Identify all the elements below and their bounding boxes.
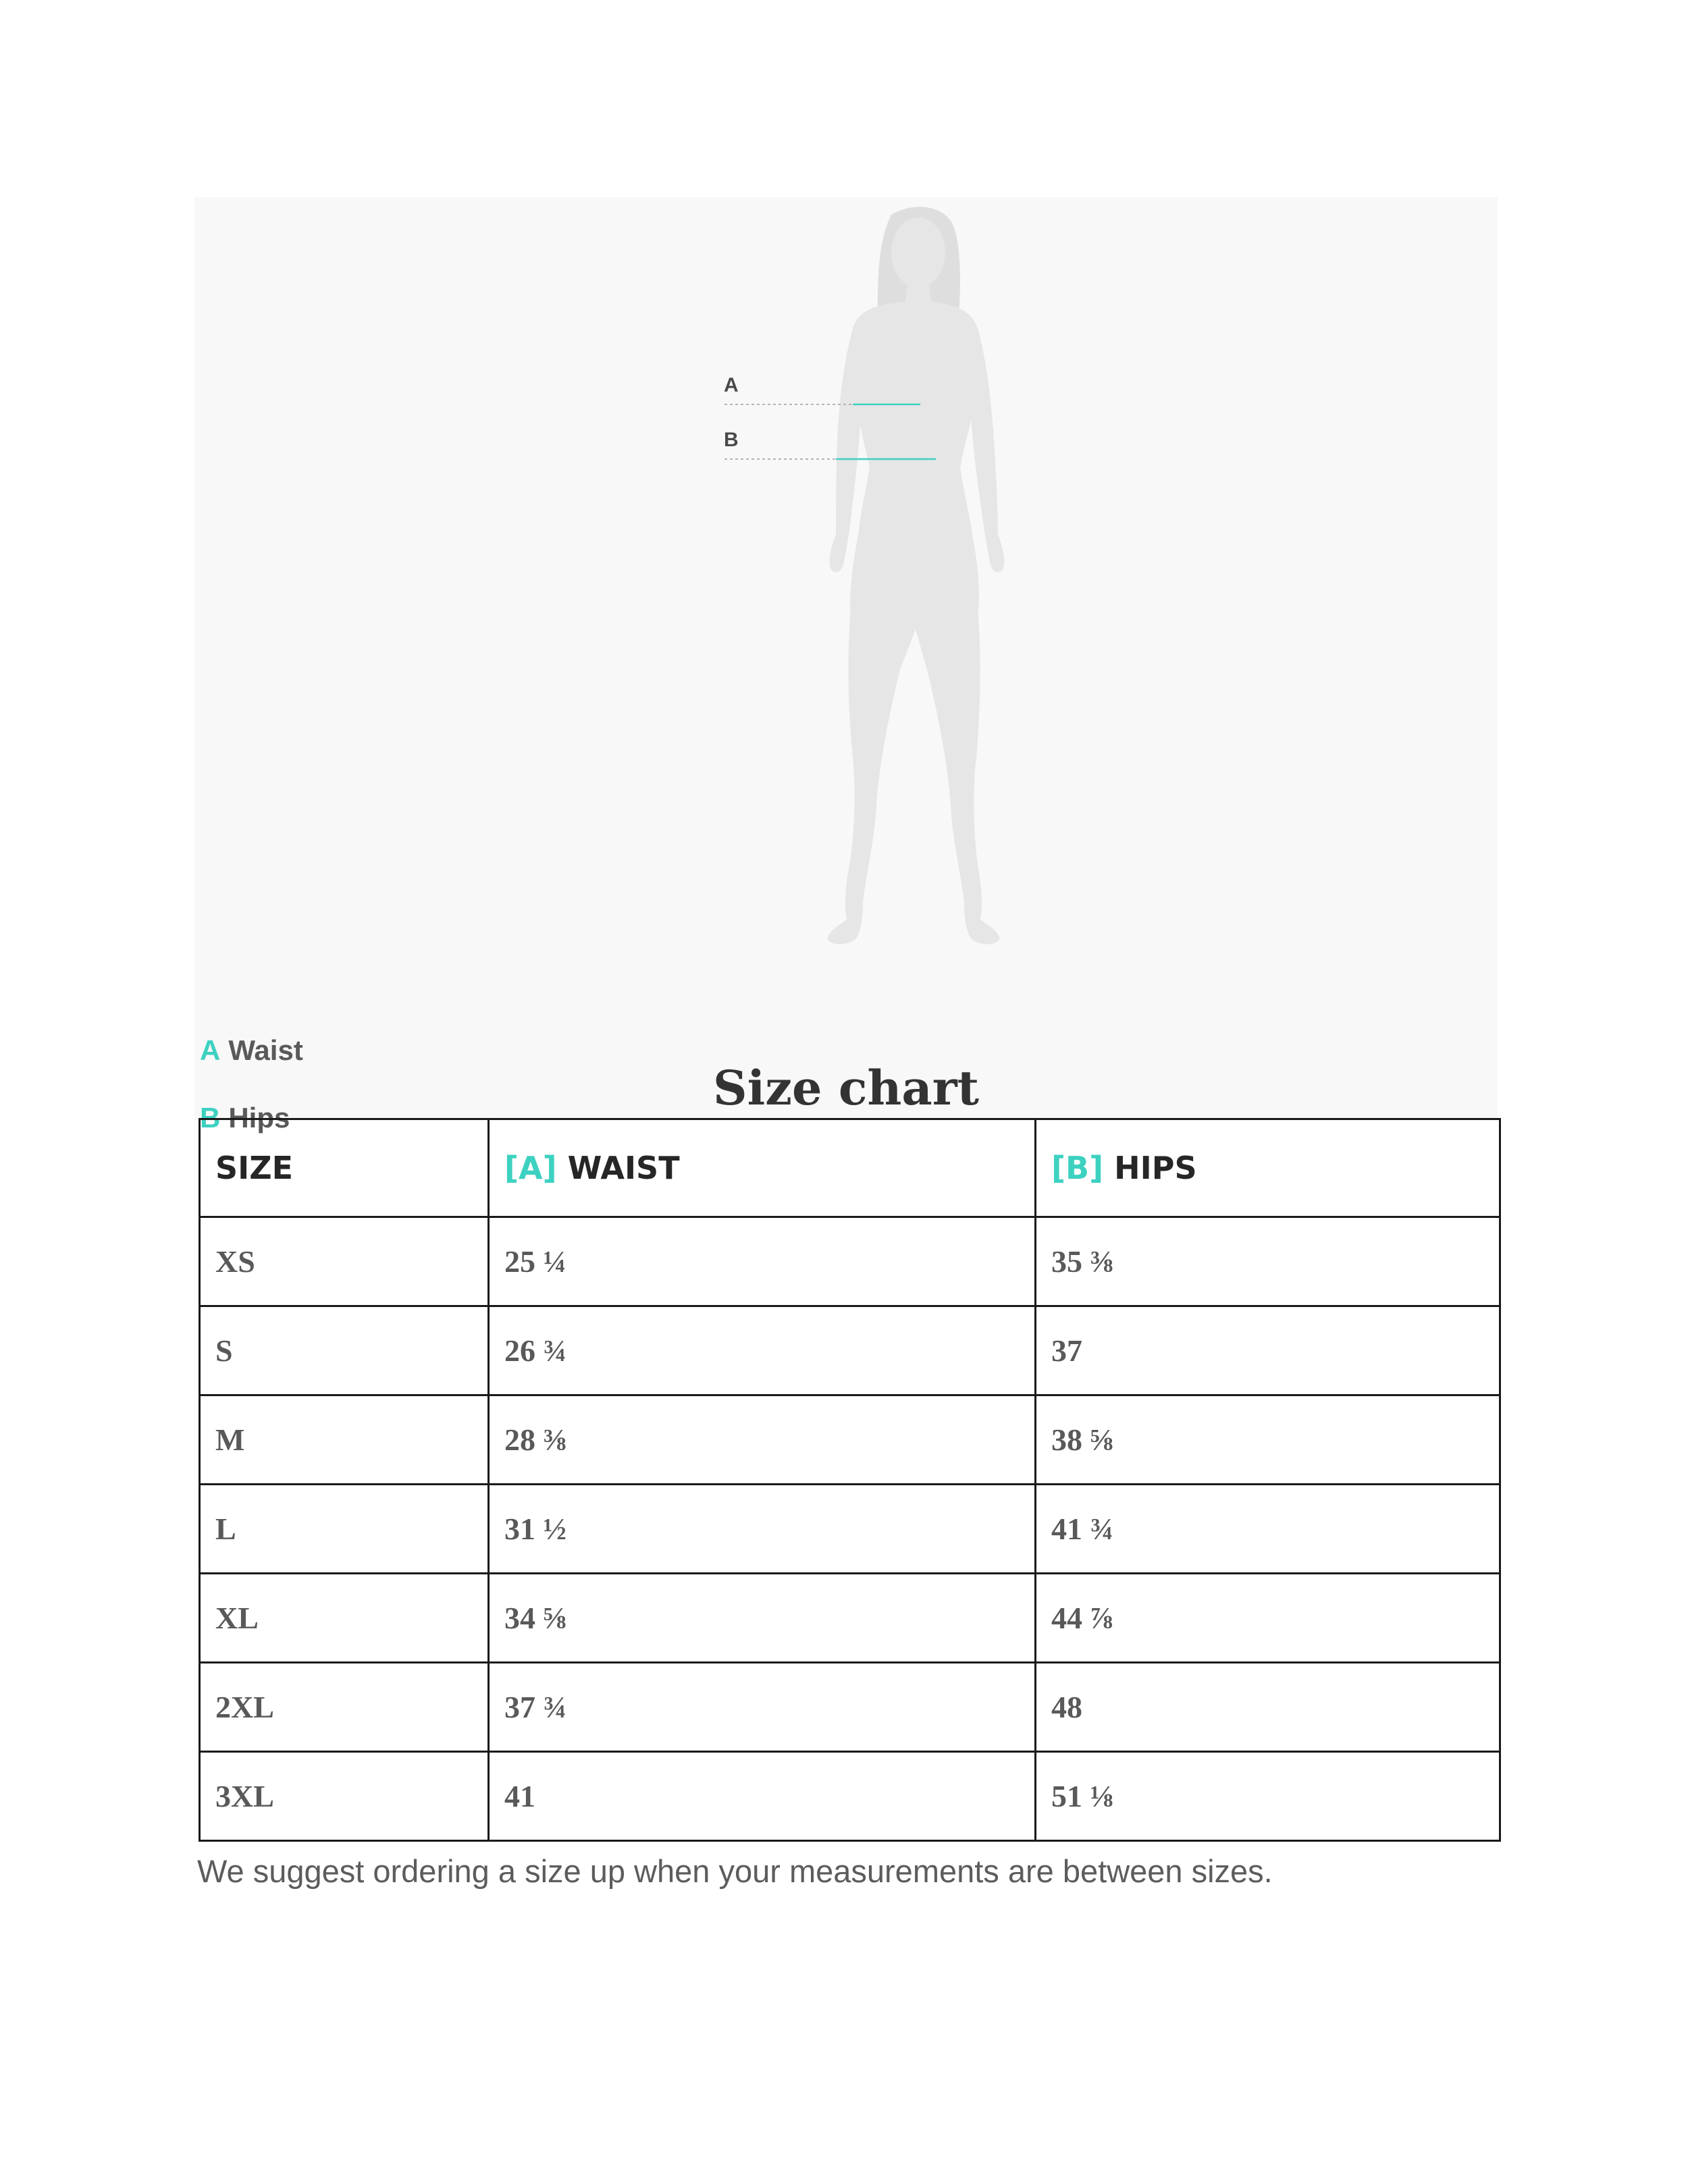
cell-size: 3XL [200,1752,489,1841]
cell-size: S [200,1306,489,1395]
size-chart-title: Size chart [713,1060,979,1116]
header-waist-label: WAIST [567,1150,680,1186]
table-row [200,1395,1500,1485]
header-size [200,1119,489,1217]
header-hips-key: [B] [1051,1150,1104,1186]
cell-hips: 35 ⅜ [1036,1217,1500,1306]
marker-b-label: B [724,429,739,451]
table-row [200,1217,1500,1306]
header-waist [489,1119,1036,1217]
cell-hips: 48 [1036,1663,1500,1752]
cell-size: L [200,1485,489,1574]
size-chart-table [199,1118,1501,1842]
cell-waist: 28 ⅜ [489,1395,1036,1485]
cell-hips: 41 ¾ [1036,1485,1500,1574]
measurement-figure-panel [194,197,1498,1134]
cell-size: XL [200,1574,489,1663]
header-hips [1036,1119,1500,1217]
cell-size: XS [200,1217,489,1306]
header-size-label: SIZE [215,1150,294,1186]
table-row [200,1574,1500,1663]
cell-waist: 31 ½ [489,1485,1036,1574]
table-row [200,1752,1500,1841]
cell-waist: 37 ¾ [489,1663,1036,1752]
sizing-footnote: We suggest ordering a size up when your measurements are between sizes. [197,1853,1273,1889]
cell-hips: 44 ⅞ [1036,1574,1500,1663]
cell-waist: 26 ¾ [489,1306,1036,1395]
header-waist-key: [A] [504,1150,557,1186]
cell-waist: 25 ¼ [489,1217,1036,1306]
legend-label: Hips [228,1102,290,1134]
marker-a-label: A [724,374,739,396]
body-silhouette-figure [194,197,1498,1121]
table-row [200,1485,1500,1574]
cell-waist: 41 [489,1752,1036,1841]
cell-hips: 51 ⅛ [1036,1752,1500,1841]
legend-key: A [200,1034,221,1066]
header-hips-label: HIPS [1114,1150,1197,1186]
legend-key: B [200,1102,221,1134]
cell-size: M [200,1395,489,1485]
body-silhouette [828,207,1004,944]
table-header-row [200,1119,1500,1217]
legend-label: Waist [228,1034,303,1066]
cell-hips: 37 [1036,1306,1500,1395]
cell-size: 2XL [200,1663,489,1752]
table-row [200,1663,1500,1752]
cell-hips: 38 ⅝ [1036,1395,1500,1485]
table-row [200,1306,1500,1395]
cell-waist: 34 ⅝ [489,1574,1036,1663]
